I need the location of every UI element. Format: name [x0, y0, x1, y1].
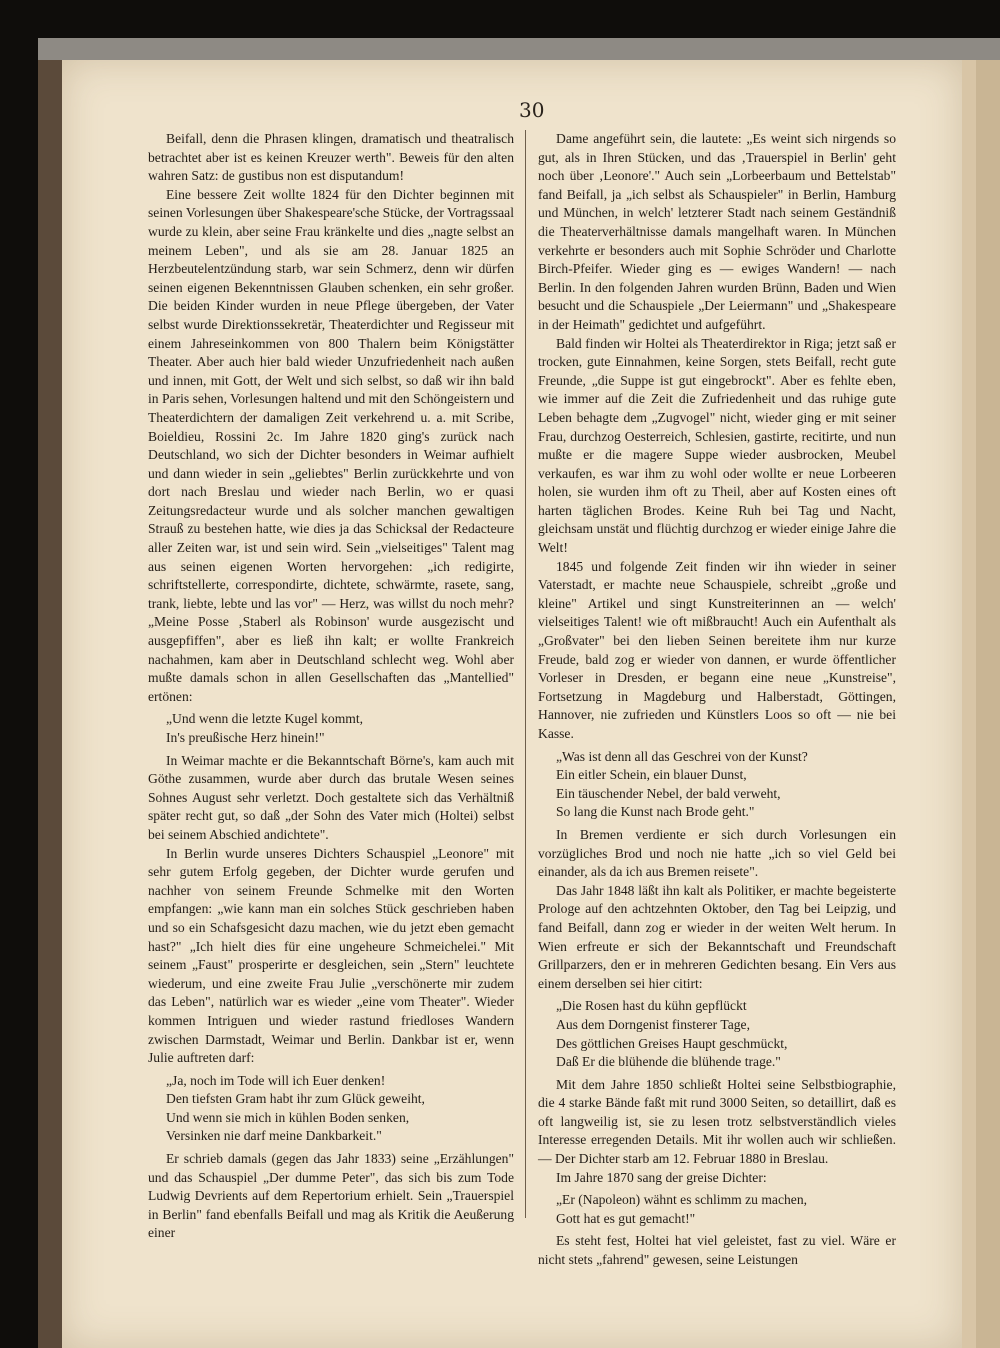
verse-block: „Und wenn die letzte Kugel kommt, In's preußische Herz hinein!": [166, 711, 364, 745]
page-number: 30: [519, 98, 545, 122]
text-column-left: [148, 130, 514, 1243]
paragraph: Es steht fest, Holtei hat viel geleistet, fast zu viel. Wäre er nicht stets „fahrend" gewesen, seine Leistungen: [538, 1233, 896, 1268]
paragraph: Das Jahr 1848 läßt ihn kalt als Politiker, er machte begeisterte Prologe auf den achtzehnten Oktober, den Tag bei Leipzig, und fand Beifall, dann zog er wieder in der weiten Welt herum. In Wien erfreute er sich der Bekanntschaft und Freundschaft Grillparzers, den er in mehreren Gedichten besang. Ein Vers aus einem derselben sei hier citirt:: [538, 882, 896, 991]
verse-block: „Was ist denn all das Geschrei von der Kunst? Ein eitler Schein, ein blauer Dunst, Ein täuschender Nebel, der bald verweht, So lang die Kunst nach Brode geht.": [556, 748, 808, 820]
verse-block: „Er (Napoleon) wähnt es schlimm zu machen, Gott hat es gut gemacht!": [556, 1192, 808, 1226]
verse-block: „Die Rosen hast du kühn gepflückt Aus dem Dorngenist finsterer Tage, Des göttlichen Greises Haupt geschmückt, Daß Er die blühende die blühende trage.": [556, 998, 788, 1070]
paragraph: In Weimar machte er die Bekanntschaft Börne's, kam auch mit Göthe zusammen, wurde aber durch das brutale Wesen seines Sohnes August sehr verletzt. Doch gestaltete sich das Verhältniß später recht gut, so daß „der Sohn des Vater mich (Holtei) selbst bei seinem Abschied andichtete".: [148, 752, 514, 842]
paragraph: Im Jahre 1870 sang der greise Dichter:: [556, 1169, 767, 1185]
page-edge-right-inner: [976, 60, 1000, 1348]
paragraph: Mit dem Jahre 1850 schließt Holtei seine Selbstbiographie, die 4 starke Bände faßt mit rund 3000 Seiten, so detaillirt, daß es oft langweilig ist, sie zu lesen trotz selbstverständlich vieles Interesse erregenden Details. Mit ihr wollen auch wir schließen. — Der Dichter starb am 12. Februar 1880 in Breslau.: [538, 1076, 896, 1167]
paragraph: Er schrieb damals (gegen das Jahr 1833) seine „Erzählungen" und das Schauspiel „Der dumme Peter", das sich bis zum Tode Ludwig Devrients auf dem Repertorium erhielt. Sein „Trauerspiel in Berlin" fand ebenfalls Beifall und mag als Kritik die Aeußerung einer: [148, 1151, 514, 1241]
paragraph: In Berlin wurde unseres Dichters Schauspiel „Leonore" mit sehr gutem Erfolg gegeben, der Dichter wurde gerufen und nachher von seinem Freunde Schmelke mit den Worten empfangen: „wie kann man ein solches Stück geschrieben haben und so ein Schafsgesicht dazu machen, wie du jetzt eben gemacht hast?" „Ich hielt dies für eine ungeheure Schmeichelei." Mit seinem „Faust" prosperirte er desgleichen, sein „Stern" leuchtete wiederum, und eine zweite Frau Julie „verschönerte mir zudem das Leben", natürlich war es wieder „eine vom Theater". Wieder kommen Intriguen und wieder rastund friedloses Wandern zwischen Darmstadt, Weimar und Berlin. Dankbar ist er, wenn Julie auftreten darf:: [148, 845, 514, 1066]
paragraph: Bald finden wir Holtei als Theaterdirektor in Riga; jetzt saß er trocken, gute Einnahmen, keine Sorgen, stets Beifall, recht gute Freunde, „die Suppe ist gut eingebrockt". Aber es fehlte eben, wie immer auf die Zeit die Zufriedenheit und das ruhige gute Leben behagte dem „Zugvogel" nicht, wieder ging er mit seiner Frau, durchzog Oesterreich, Schlesien, gastirte, recitirte, und nun mußte er die magere Suppe wieder ausbrocken, Meubel verkaufen, es war ihm zu wohl oder wollte er neue Lorbeeren holen, sie wurden ihm oft zu Theil, aber auf Kosten eines oft harten täglichen Brodes. Keine Ruh bei Tag und Nacht, gleichsam unstät und flüchtig durchzog er wieder einige Jahre die Welt!: [538, 335, 896, 556]
paragraph: Dame angeführt sein, die lautete: „Es weint sich nirgends so gut, als in Ihren Stücken, und das ‚Trauerspiel in Berlin' geht noch über ‚Leonore'." Auch sein „Lorbeerbaum und Bettelstab" fand Beifall, ja „ich selbst als Schauspieler" in Berlin, Hamburg und München, in welch' letzterer Stadt nach seinem Geständniß die Theaterverhältnisse damals mangelhaft waren. In München verkehrte er besonders auch mit Sophie Schröder und Charlotte Birch-Pfeifer. Wieder ging es — ewiges Wandern! — nach Berlin. In den folgenden Jahren wurden Brünn, Baden und Wien besucht und die Schauspiele „Der Leiermann" und „Shakespeare in der Heimath" gedichtet und aufgeführt.: [538, 131, 896, 332]
paragraph: 1845 und folgende Zeit finden wir ihn wieder in seiner Vaterstadt, er machte neue Schauspiele, schreibt „große und kleine" Artikel und singt Kunstreiterinnen an — welch' vielseitiges Talent! wie oft mißbraucht! Auch ein Aufenthalt als „Großvater" bei den lieben Seinen bereitete ihm nur kurze Freude, bald zog er wieder von dannen, er wurde öffentlicher Vorleser in Dresden, er begann eine neue „Kunstreise", Fortsetzung in Magdeburg und Halberstadt, Göttingen, Hannover, nie zufrieden und Künstlers Loos so oft — nie bei Kasse.: [538, 558, 896, 741]
book-cover-top-edge: [38, 38, 1000, 60]
verse-block: „Ja, noch im Tode will ich Euer denken! Den tiefsten Gram habt ihr zum Glück geweiht, Und wenn sie mich in kühlen Boden senken, Versinken nie darf meine Dankbarkeit.": [166, 1072, 425, 1144]
paragraph: In Bremen verdiente er sich durch Vorlesungen ein vorzügliches Brod und noch nie hatte „ich so viel Geld bei einander, als da ich aus Bremen reisete".: [538, 826, 896, 880]
column-divider: [525, 130, 526, 1218]
paragraph: Beifall, denn die Phrasen klingen, dramatisch und theatralisch betrachtet aber ist es keinen Kreuzer werth". Beweis für den alten wahren Satz: de gustibus non est disputandum!: [148, 131, 514, 184]
paragraph: Eine bessere Zeit wollte 1824 für den Dichter beginnen mit seinen Vorlesungen über Shakespeare'sche Stücke, der Vortragssaal wurde zu klein, aber seine Frau kränkelte und dies „nagte selbst an meinem Leben", und als sie am 28. Januar 1825 an Herzbeutelentzündung starb, war sein Schmerz, denn wir dürfen seinen eigenen Bekenntnissen Glauben schenken, ein sehr großer. Die beiden Kinder wurden in neue Pflege übergeben, der Vater selbst wurde Direktionssekretär, Theaterdichter und Regisseur mit einem Jahreseinkommen von 800 Thalern beim Königstätter Theater. Aber auch hier bald wieder Unzufriedenheit nach außen und innen, mit Gott, der Welt und sich selbst, so daß wir ihn bald in Paris sehen, Vorlesungen haltend und mit den Schöngeistern und Theaterdichtern der damaligen Zeit verkehrend u. a. mit Scribe, Boieldieu, Rossini 2c. Im Jahre 1820 ging's zurück nach Deutschland, wo sich der Dichter besonders in Weimar aufhielt und dann wieder in sein „geliebtes" Berlin zurückkehrte und von dort nach Breslau und wieder nach Berlin, wo er quasi Zeitungsredacteur wurde und als solcher manchen gewaltigen Strauß zu bestehen hatte, wie dies ja das Schicksal der Redacteure aller Zeiten war, ist und sein wird. Sein „vielseitiges" Talent mag aus seinen eigenen Worten hervorgehen: „ich redigirte, schriftstellerte, correspondirte, dichtete, schwärmte, rasete, sang, trank, liebte, lebte und las vor" — Herz, was willst du noch mehr? „Meine Posse ‚Staberl als Robinson' wurde ausgezischt und ausgepfiffen", aber es ließ ihn kalt; er wollte Frankreich nachahmen, kam aber in Deutschland schlecht weg. Wohl aber mußte damals schon in allen Gesellschaften das „Mantellied" ertönen:: [148, 186, 514, 704]
text-column-right: [538, 130, 896, 1270]
